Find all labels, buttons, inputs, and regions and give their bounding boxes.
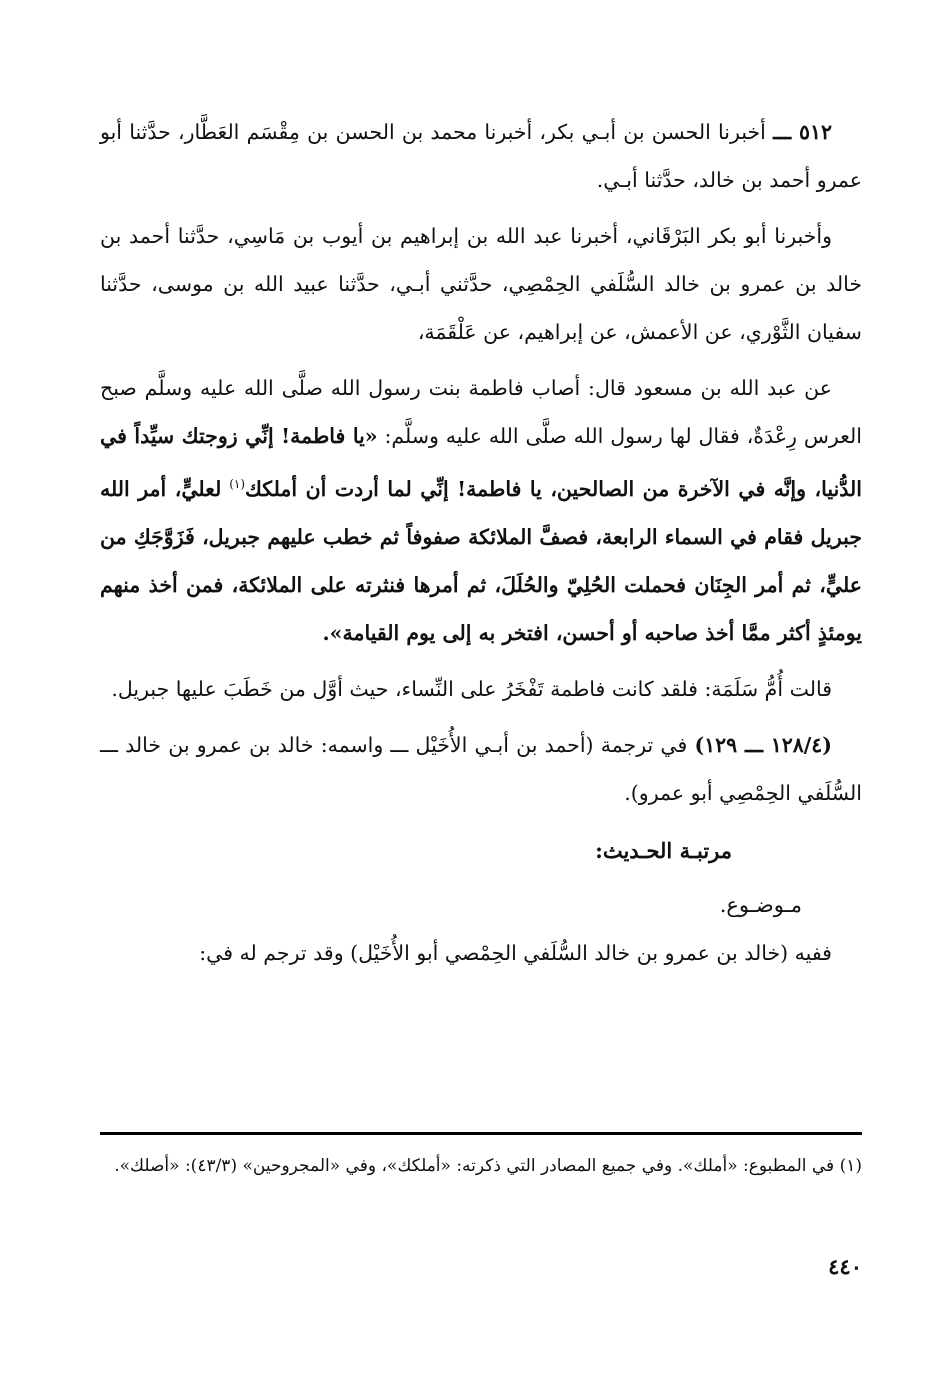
footnote-reference: (١) bbox=[229, 477, 246, 491]
footnote bbox=[100, 1148, 862, 1184]
grading-explanation bbox=[100, 929, 862, 977]
footnote-divider bbox=[100, 1132, 862, 1135]
grading-explanation-text: ففيه (خالد بن عمرو بن خالد السُّلَفي الحِمْصي أبو الأُخَيْل) وقد ترجم له في: bbox=[199, 940, 832, 965]
footnote-text: في المطبوع: «أملك». وفي جميع المصادر التي ذكرته: «أملكك»، وفي «المجروحين» (٤٣/٣): «أصلك». bbox=[114, 1156, 835, 1176]
hadith-isnad-2 bbox=[100, 212, 862, 356]
page-number: ٤٤٠ bbox=[828, 1254, 862, 1279]
footnote-marker: (١) bbox=[839, 1156, 862, 1176]
isnad-text-2: وأخبرنا أبو بكر البَرْقَاني، أخبرنا عبد الله بن إبراهيم بن أيوب بن مَاسِي، حدَّثنا أحمد بن خالد بن عمرو بن خالد السُّلَفي الحِمْصِي، حدَّثني أبـي، حدَّثنا عبيد الله بن موسى، حدَّثنا سفيان الثَّوْري، عن الأعمش، عن إبراهيم، عن عَلْقَمَة، bbox=[100, 224, 862, 344]
hadith-isnad-1 bbox=[100, 108, 862, 204]
hadith-number: ٥١٢ ـــ bbox=[773, 120, 832, 144]
isnad-text-1: أخبرنا الحسن بن أبـي بكر، أخبرنا محمد بن الحسن بن مِقْسَم العَطَّار، حدَّثنا أبو عمرو أحمد بن خالد، حدَّثنا أبـي. bbox=[100, 120, 862, 192]
reference-volume-page: (١٢٨/٤ ـــ ١٢٩) bbox=[694, 732, 832, 757]
page-body bbox=[100, 108, 862, 1279]
source-reference bbox=[100, 721, 862, 817]
grading-title: مرتبـة الحـديث: bbox=[595, 837, 732, 863]
umm-salama-text: قالت أُمُّ سَلَمَة: فلقد كانت فاطمة تَفْخَرُ على النِّساء، حيث أوَّل من خَطَبَ عليها جبريل. bbox=[111, 676, 832, 701]
reference-text: في ترجمة (أحمد بن أبـي الأُخَيْل ـــ واسمه: خالد بن عمرو بن خالد ـــ السُّلَفي الحِمْصِي أبو عمرو). bbox=[100, 732, 862, 805]
narration-body-2: لعليٍّ، أمر الله جبريل فقام في السماء الرابعة، فصفَّ الملائكة صفوفاً ثم خطب عليهم جبريل، فَزَوَّجَكِ من عليٍّ، ثم أمر الجِنَان فحملت الحُلِيّ والحُلَلَ، ثم أمرها فنثرته على الملائكة، فمن أخذ منهم يومئذٍ أكثر ممَّا أخذ صاحبه أو أحسن، افتخر به إلى يوم القيامة». bbox=[100, 476, 862, 645]
narration-intro: عن عبد الله بن مسعود قال: أصاب فاطمة بنت رسول الله صلَّى الله عليه وسلَّم صبح العرس رِعْدَةٌ، فقال لها رسول الله صلَّى الله عليه وسلَّم: bbox=[100, 376, 862, 448]
narration-body: «يا فاطمة! إنِّي زوجتك سيِّداً في الدُّنيا، وإنَّه في الآخرة من الصالحين، يا فاطمة! إنِّي لما أردت أن أملكك bbox=[100, 424, 862, 501]
hadith-narration bbox=[100, 364, 862, 657]
umm-salama-statement bbox=[100, 665, 862, 713]
grading-value: مـوضـوع. bbox=[719, 892, 802, 917]
